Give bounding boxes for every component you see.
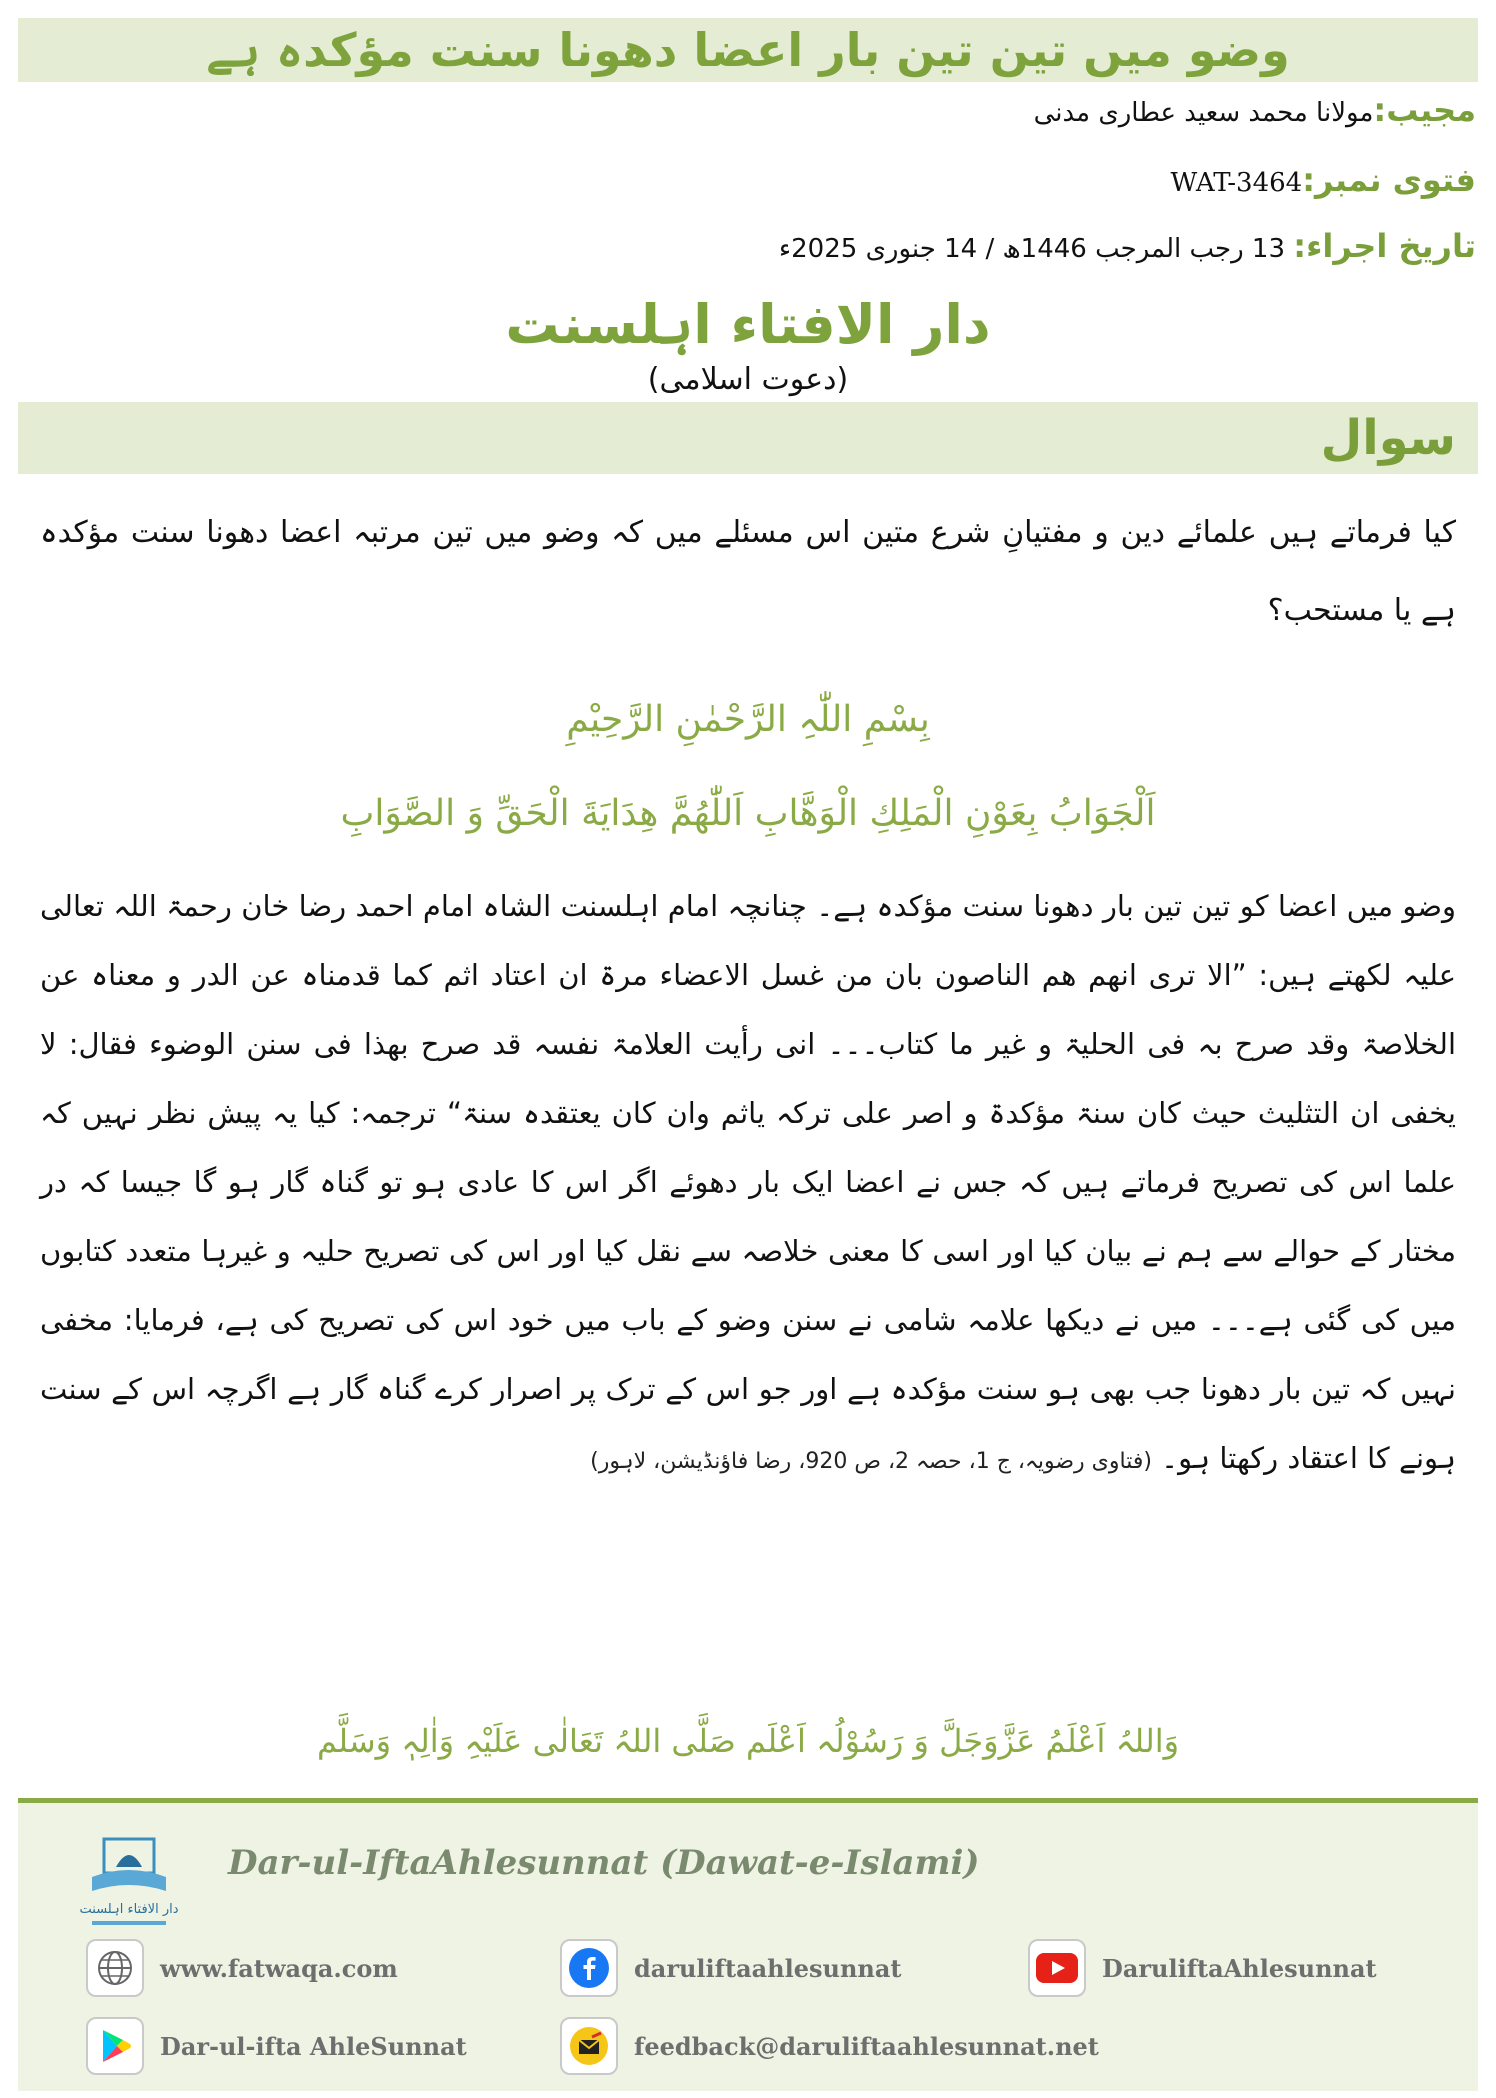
fatwa-number-value: WAT-3464 <box>1170 168 1303 198</box>
youtube-text: DaruliftaAhlesunnat <box>1102 1953 1377 1983</box>
website-link[interactable] <box>86 1933 398 2003</box>
mujeeb-value: مولانا محمد سعید عطاری مدنی <box>1033 98 1374 128</box>
issue-date-line <box>779 226 1476 269</box>
question-heading: سوال <box>1320 410 1456 466</box>
bismillah: بِسْمِ اللّٰہِ الرَّحْمٰنِ الرَّحِیْمِ <box>566 699 930 740</box>
website-text: www.fatwaqa.com <box>160 1953 398 1983</box>
mujeeb-line <box>1034 90 1476 133</box>
question-text: کیا فرماتے ہیں علمائے دین و مفتیانِ شرع متین اس مسئلے میں کہ وضو میں تین مرتبہ اعضا دھونا سنت مؤکدہ ہے یا مستحب؟ <box>40 515 1456 628</box>
closing-dua: وَاللہُ اَعْلَمُ عَزَّوَجَلَّ وَ رَسُوْلُہ اَعْلَم صَلَّی اللہُ تَعَالٰی عَلَیْہِ وَاٰلِہٖ وَسَلَّم <box>316 1722 1180 1760</box>
play-store-link[interactable] <box>86 2011 467 2081</box>
fatwa-title: وضو میں تین تین بار اعضا دھونا سنت مؤکدہ ہے <box>206 23 1290 77</box>
question-banner <box>18 402 1478 474</box>
facebook-text: daruliftaahlesunnat <box>634 1953 902 1983</box>
footer <box>18 1798 1478 2091</box>
title-banner <box>18 18 1478 82</box>
issue-date-label: تاریخ اجراء: <box>1293 227 1476 265</box>
darul-ifta-logo <box>74 1833 184 1933</box>
play-store-icon <box>86 2017 144 2075</box>
globe-icon <box>86 1939 144 1997</box>
answer-text <box>40 872 1456 1496</box>
answer-opening: اَلْجَوَابُ بِعَوْنِ الْمَلِكِ الْوَهَّابِ اَللّٰهُمَّ هِدَايَةَ الْحَقِّ وَ الصَّوَابِ <box>340 793 1156 834</box>
mujeeb-label: مجیب: <box>1373 91 1476 129</box>
logo-text: دار الافتاء اہلسنت <box>79 1902 179 1917</box>
issue-date-value: 13 رجب المرجب 1446ھ / 14 جنوری 2025ء <box>778 234 1285 264</box>
youtube-link[interactable] <box>1028 1933 1377 2003</box>
institution-name: دار الافتاء اہلسنت <box>505 293 991 356</box>
email-link[interactable] <box>560 2011 1099 2081</box>
email-icon <box>560 2017 618 2075</box>
fatwa-number-line <box>1170 160 1476 203</box>
play-store-text: Dar-ul-ifta AhleSunnat <box>160 2031 467 2061</box>
organization-name: (دعوت اسلامی) <box>647 362 849 397</box>
answer-reference: (فتاوی رضویہ، ج 1، حصہ 2، ص 920، رضا فاؤنڈیشن، لاہور) <box>590 1449 1152 1474</box>
fatwa-number-label: فتوی نمبر: <box>1302 161 1476 199</box>
email-text: feedback@daruliftaahlesunnat.net <box>634 2031 1099 2061</box>
footer-brand: Dar-ul-IftaAhlesunnat (Dawat-e-Islami) <box>228 1843 980 1883</box>
youtube-icon <box>1028 1939 1086 1997</box>
answer-body: وضو میں اعضا کو تین تین بار دھونا سنت مؤکدہ ہے۔ چنانچہ امام اہلسنت الشاہ امام احمد رضا خان رحمۃ اللہ تعالی علیہ لکھتے ہیں: ”الا تری انھم ھم الناصون بان من غسل الاعضاء مرۃ ان اعتاد اثم کما قدمناہ عن الدر و معناہ عن الخلاصۃ وقد صرح بہ فی الحلیۃ و غیر ما کتاب۔۔۔ انی رأیت العلامۃ نفسہ قد صرح بھذا فی سنن الوضوء فقال: لا یخفی ان التثلیث حیث کان سنۃ مؤکدۃ و اصر علی ترکہ یاثم وان کان یعتقدہ سنۃ“ ترجمہ: کیا یہ پیش نظر نہیں کہ علما اس کی تصریح فرماتے ہیں کہ جس نے اعضا ایک بار دھوئے اگر اس کا عادی ہو تو گناہ گار ہو گا جیسا کہ در مختار کے حوالے سے ہم نے بیان کیا اور اسی کا معنی خلاصہ سے نقل کیا اور اس کی تصریح حلیہ و غیرہا متعدد کتابوں میں کی گئی ہے۔۔۔ میں نے دیکھا علامہ شامی نے سنن وضو کے باب میں خود اس کی تصریح کی ہے، فرمایا: مخفی نہیں کہ تین بار دھونا جب بھی ہو سنت مؤکدہ ہے اور جو اس کے ترک پر اصرار کرے گناہ گار ہے اگرچہ اس کے سنت ہونے کا اعتقاد رکھتا ہو۔ <box>40 889 1456 1475</box>
facebook-icon <box>560 1939 618 1997</box>
facebook-link[interactable] <box>560 1933 902 2003</box>
